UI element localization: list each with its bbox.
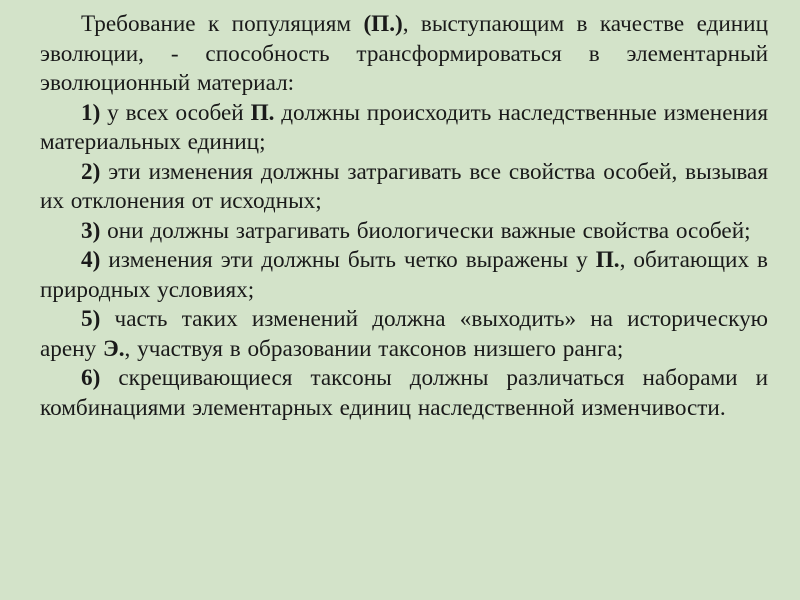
item-1-text-1: у всех особей [100,99,251,126]
item-4-text-1: изменения эти должны быть четко выражены у [100,247,596,273]
item-2-text: эти изменения должны затрагивать все свойства особей, вызывая их отклонения от исходных; [40,158,768,214]
list-item-3 [40,217,768,247]
list-item-5 [40,305,768,364]
item-5-bold: Э. [102,335,125,362]
item-number-2: 2) [81,158,101,185]
item-4-bold: П. [595,247,620,273]
intro-text-1: Требование к популяциям [81,11,364,37]
intro-paragraph [40,10,768,99]
item-number-6: 6) [81,365,101,391]
intro-text-2: , выступающим в качестве единиц эволюции, - способность трансформироваться в элементарный эволюционный материал: [40,11,769,96]
item-5-text-1: часть таких изменений должна «выходить» на историческую арену [40,306,768,362]
item-number-3: 3) [81,217,101,244]
item-1-text-2: должны происходить наследственные изменения материальных единиц; [40,99,768,155]
list-item-4 [40,246,768,305]
item-1-bold: П. [250,99,275,126]
list-item-2 [40,158,768,217]
item-5-text-2: , участвуя в образовании таксонов низшего ранга; [124,335,624,362]
list-item-1 [40,99,768,158]
item-6-text: скрещивающиеся таксоны должны различаться наборами и комбинациями элементарных единиц наследственной изменчивости. [40,365,768,421]
item-number-1: 1) [81,99,101,126]
item-4-text-2: , обитающих в природных условиях; [40,247,768,303]
intro-bold-p: (П.) [363,11,403,37]
item-number-5: 5) [81,306,101,332]
item-number-4: 4) [81,247,101,273]
item-3-text: они должны затрагивать биологически важные свойства особей; [100,217,751,244]
list-item-6 [40,364,768,423]
